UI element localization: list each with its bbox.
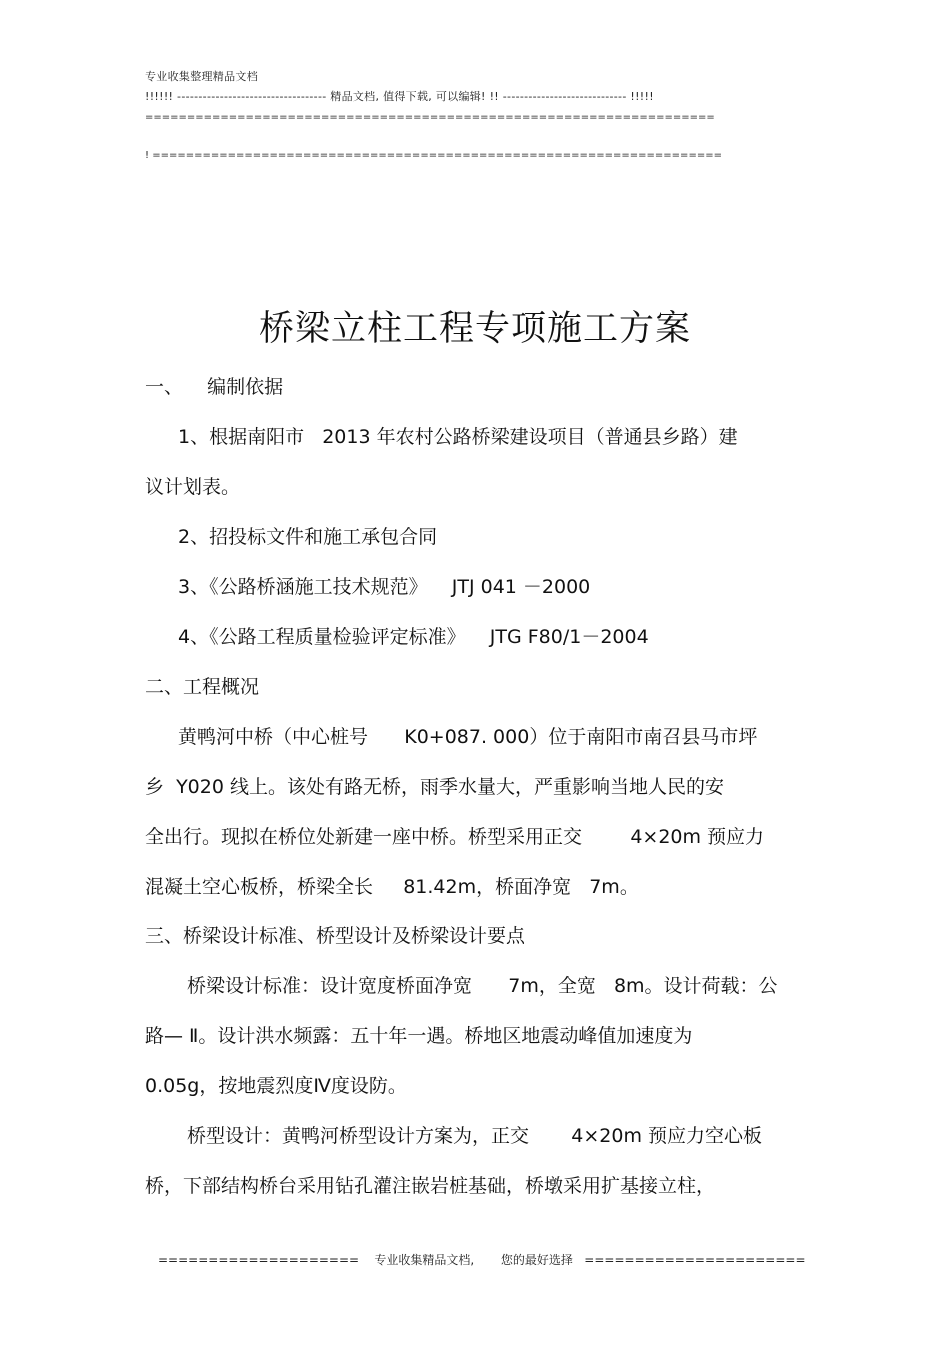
section-heading: 一、 编制依据 xyxy=(145,376,284,398)
section-heading: 三、桥梁设计标准、桥型设计及桥梁设计要点 xyxy=(145,925,526,947)
paragraph-line: 议计划表。 xyxy=(145,476,241,498)
header-line-4: ! ==================================================================== xyxy=(145,150,722,161)
section-heading: 二、工程概况 xyxy=(145,676,260,698)
paragraph-line: 黄鸭河中桥（中心桩号 K0+087. 000）位于南阳市南召县马市坪 xyxy=(178,726,758,748)
header-line-1: 专业收集整理精品文档 xyxy=(145,70,258,83)
list-item: 2、招投标文件和施工承包合同 xyxy=(178,526,438,548)
paragraph-line: 乡 Y020 线上。该处有路无桥，雨季水量大，严重影响当地人民的安 xyxy=(145,776,724,798)
list-item: 3、《公路桥涵施工技术规范》 JTJ 041 －2000 xyxy=(178,576,591,598)
paragraph-line: 桥型设计：黄鸭河桥型设计方案为，正交 4×20m 预应力空心板 xyxy=(187,1125,763,1147)
header-line-2: !!!!!! ----------------------------------- 精品文档, 值得下载, 可以编辑! !! ----------------------------- !!!!! xyxy=(145,90,654,103)
paragraph-line: 混凝土空心板桥，桥梁全长 81.42m，桥面净宽 7m。 xyxy=(145,876,639,898)
paragraph-line: 0.05g，按地震烈度Ⅳ度设防。 xyxy=(145,1075,407,1097)
paragraph-line: 全出行。现拟在桥位处新建一座中桥。桥型采用正交 4×20m 预应力 xyxy=(145,826,765,848)
footer-banner: ==================== 专业收集精品文档, 您的最好选择 ====================== xyxy=(158,1253,806,1267)
paragraph-line: 桥，下部结构桥台采用钻孔灌注嵌岩桩基础，桥墩采用扩基接立柱， xyxy=(145,1175,716,1197)
header-line-3: ==================================================================== xyxy=(145,112,715,123)
paragraph-line: 桥梁设计标准：设计宽度桥面净宽 7m，全宽 8m。设计荷载：公 xyxy=(187,975,778,997)
paragraph-line: 路— Ⅱ。设计洪水频露：五十年一遇。桥地区地震动峰值加速度为 xyxy=(145,1025,693,1047)
paragraph-line: 1、根据南阳市 2013 年农村公路桥梁建设项目（普通县乡路）建 xyxy=(178,426,738,448)
list-item: 4、《公路工程质量检验评定标准》 JTG F80/1－2004 xyxy=(178,626,649,648)
document-title: 桥梁立柱工程专项施工方案 xyxy=(258,309,691,349)
